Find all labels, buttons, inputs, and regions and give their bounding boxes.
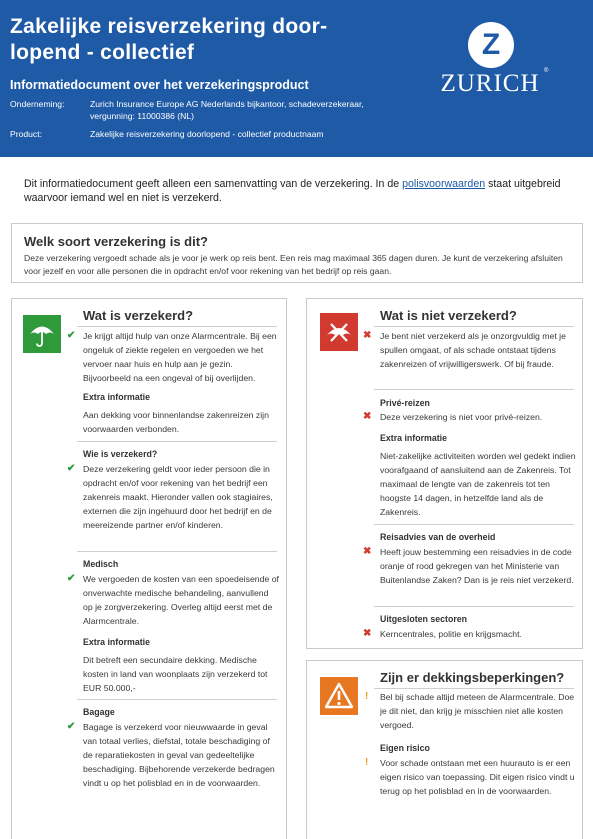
limitations-item-text: Bel bij schade altijd meteen de Alarmcentrale. Doe je dit niet, dan krijg je misschien niet alle kosten vergoed. xyxy=(380,692,575,730)
extra-info-text: Niet-zakelijke activiteiten worden wel gedekt indien voorafgaand of aansluitend aan de Zakenreis. Tot maximaal de lengte van de zakenreis tot ten hoogste 14 dagen, in hetzelfde land als de Zakenreis. xyxy=(380,451,576,517)
logo-registered-mark: ® xyxy=(544,68,549,74)
meta-company-label: Onderneming: xyxy=(10,99,65,109)
divider xyxy=(374,524,574,525)
meta-product-value: Zakelijke reisverzekering doorlopend - collectief productnaam xyxy=(90,129,324,139)
extra-info-heading: Extra informatie xyxy=(380,433,447,443)
umbrella-icon xyxy=(23,315,61,353)
divider xyxy=(77,326,277,327)
exclamation-icon: ! xyxy=(365,691,369,702)
divider xyxy=(374,326,574,327)
meta-product xyxy=(10,128,390,142)
not-covered-box xyxy=(306,298,583,649)
meta-company xyxy=(10,98,390,124)
not-covered-title: Wat is niet verzekerd? xyxy=(380,308,517,323)
extra-info-text: Aan dekking voor binnenlandse zakenreizen zijn voorwaarden verbonden. xyxy=(83,410,269,434)
divider xyxy=(374,606,574,607)
check-icon: ✔ xyxy=(67,721,76,732)
medical-text: We vergoeden de kosten van een spoedeisende of onverwachte medische behandeling, aanvullend op je zorgverzekering. Overleg altijd eerst met de Alarmcentrale. xyxy=(83,574,279,626)
intro-text-after: staat uitgebreid waarvoor iemand wel en niet is verzekerd. xyxy=(24,178,561,204)
zurich-logo xyxy=(430,22,550,102)
divider xyxy=(374,389,574,390)
excluded-sectors-text: Kerncentrales, politie en krijgsmacht. xyxy=(380,629,522,639)
private-travel-heading: Privé-reizen xyxy=(380,398,430,408)
limitations-title: Zijn er dekkingsbeperkingen? xyxy=(380,670,565,685)
baggage-text: Bagage is verzekerd voor nieuwwaarde in geval van totaal verlies, diefstal, totale beschadiging of de reparatiekosten in geval van gedeeltelijke beschadiging. Bijbehorende verzekerde bedragen vindt u op het polisblad en in de voorwaarden. xyxy=(83,722,275,788)
extra-info-text: Dit betreft een secundaire dekking. Medische kosten in land van woonplaats zijn verzekerd tot EUR 50.000,- xyxy=(83,655,268,693)
polisvoorwaarden-link[interactable]: polisvoorwaarden xyxy=(402,178,486,190)
travel-advice-heading: Reisadvies van de overheid xyxy=(380,532,496,542)
deductible-text: Voor schade ontstaan met een huurauto is er een eigen risico van toepassing. Dit eigen risico vindt u terug op het polisblad en in de voorwaarden. xyxy=(380,758,575,796)
divider xyxy=(77,441,277,442)
cross-icon: ✖ xyxy=(363,628,372,639)
insurance-type-title: Welk soort verzekering is dit? xyxy=(24,234,208,249)
extra-info-heading: Extra informatie xyxy=(83,637,150,647)
divider xyxy=(77,699,277,700)
medical-heading: Medisch xyxy=(83,559,119,569)
cross-icon: ✖ xyxy=(363,330,372,341)
limitations-box xyxy=(306,660,583,839)
covered-title: Wat is verzekerd? xyxy=(83,308,194,323)
warning-icon xyxy=(320,677,358,715)
deductible-heading: Eigen risico xyxy=(380,743,430,753)
not-covered-item-text: Je bent niet verzekerd als je onzorgvuldig met je spullen omgaat, of als schade ontstaat tijdens zakenreizen of vrijwilligerswerk. Of bij fraude. xyxy=(380,331,566,369)
private-travel-text: Deze verzekering is niet voor privé-reizen. xyxy=(380,412,543,422)
intro-paragraph xyxy=(24,177,569,205)
divider xyxy=(77,551,277,552)
logo-wordmark: ZURICH xyxy=(440,70,540,97)
who-covered-heading: Wie is verzekerd? xyxy=(83,449,158,459)
who-covered-text: Deze verzekering geldt voor ieder persoon die in opdracht en/of voor rekening van het bedrijf een zakenreis maakt. Hieronder vallen ook stagiaires, externen die zijn ingehuurd door het bedrijf en de meereizende partner en/of kinderen. xyxy=(83,464,273,530)
baggage-heading: Bagage xyxy=(83,707,115,717)
exclamation-icon: ! xyxy=(365,757,369,768)
header-banner xyxy=(0,0,593,157)
not-covered-icon xyxy=(320,313,358,351)
document-subtitle: Informatiedocument over het verzekeringsproduct xyxy=(10,78,309,92)
check-icon: ✔ xyxy=(67,573,76,584)
logo-glyph: Z xyxy=(481,28,501,61)
cross-icon: ✖ xyxy=(363,411,372,422)
document-title: Zakelijke reisverzekering door-lopend - collectief xyxy=(10,15,328,64)
meta-product-label: Product: xyxy=(10,129,43,139)
excluded-sectors-heading: Uitgesloten sectoren xyxy=(380,614,468,624)
insurance-type-text: Deze verzekering vergoedt schade als je voor je werk op reis bent. Een reis mag maximaal 365 dagen duren. Je kunt de verzekering afsluiten voor jezelf en voor alle personen die in opdracht en/of voor rekening van het bedrijf op reis gaan. xyxy=(24,253,563,276)
covered-item-text: Je krijgt altijd hulp van onze Alarmcentrale. Bij een ongeluk of ziekte regelen en vergoeden we het vervoer naar huis en hulp aan je gezin. Bijvoorbeeld na een ongeval of bij overlijden. xyxy=(83,331,277,383)
extra-info-heading: Extra informatie xyxy=(83,392,150,402)
meta-company-value: Zurich Insurance Europe AG Nederlands bijkantoor, schadeverzekeraar, vergunning: 11000386 (NL) xyxy=(90,99,364,121)
check-icon: ✔ xyxy=(67,330,76,341)
covered-box xyxy=(11,298,287,839)
travel-advice-text: Heeft jouw bestemming een reisadvies in de code oranje of rood gekregen van het Ministerie van Buitenlandse Zaken? Dan is je reis niet verzekerd. xyxy=(380,547,574,585)
check-icon: ✔ xyxy=(67,463,76,474)
insurance-type-box xyxy=(11,223,583,283)
cross-icon: ✖ xyxy=(363,546,372,557)
divider xyxy=(374,688,574,689)
intro-text-before: Dit informatiedocument geeft alleen een samenvatting van de verzekering. In de xyxy=(24,178,403,190)
